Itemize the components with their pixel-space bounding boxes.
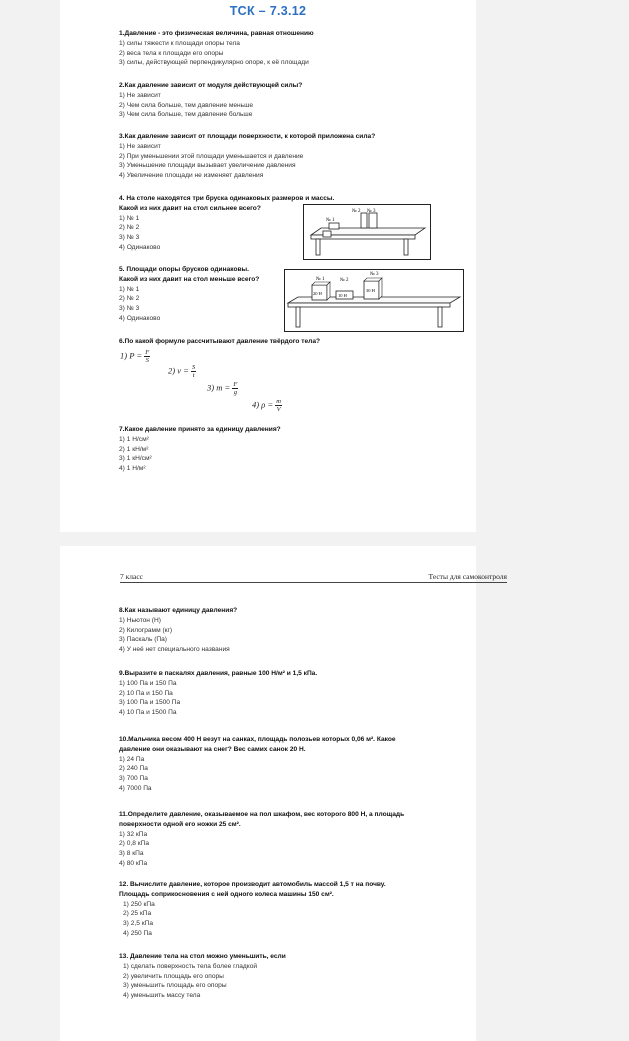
formula-numerator: F	[145, 349, 150, 356]
answer-option: 2) веса тела к площади его опоры	[119, 49, 224, 57]
answer-option: 3) 2,5 кПа	[123, 920, 153, 928]
page-title: ТСК – 7.3.12	[229, 4, 307, 18]
question-text: 5. Площади опоры брусков одинаковы.	[119, 266, 250, 273]
answer-option: 4) У неё нет специального названия	[119, 646, 230, 654]
worksheet-page-1	[60, 0, 476, 532]
formula-option-4	[252, 398, 282, 413]
question-text: давление они оказывают на снег? Вес самих санок 20 Н.	[119, 745, 306, 753]
question-text: 4. На столе находятся три бруска одинаковых размеров и массы.	[119, 195, 335, 202]
answer-option: 3) Чем сила больше, тем давление больше	[119, 111, 253, 119]
question-8	[119, 606, 237, 655]
question-11	[119, 810, 404, 869]
formula-numerator: F	[233, 381, 238, 388]
worksheet-page-2	[60, 546, 507, 1041]
formula-denominator: V	[276, 406, 281, 413]
question-text: 8.Как называют единицу давления?	[119, 607, 238, 614]
question-text: Площадь соприкосновения с ней одного колеса машины 150 см².	[119, 890, 334, 898]
question-3	[119, 132, 375, 181]
formula-denominator: g	[233, 389, 237, 396]
formula-option-1	[120, 349, 150, 364]
answer-option: 2) № 2	[119, 295, 140, 303]
answer-option: 1) сделать поверхность тела более гладкой	[123, 962, 258, 970]
answer-option: 4) 80 кПа	[119, 859, 148, 867]
figure-label: № 3	[370, 272, 379, 277]
answer-option: 2) При уменьшении этой площади уменьшается и давление	[119, 152, 304, 160]
three-blocks-figure	[303, 204, 431, 260]
running-header	[120, 572, 507, 583]
answer-option: 1) Не зависит	[119, 91, 161, 99]
answer-option: 4) 1 Н/м²	[119, 465, 146, 473]
answer-option: 3) 1 кН/см²	[119, 455, 152, 463]
question-10	[119, 735, 396, 794]
answer-option: 3) 100 Па и 1500 Па	[119, 699, 181, 707]
question-6	[119, 337, 320, 347]
question-text: 13. Давление тела на стол можно уменьшить, если	[119, 953, 286, 960]
answer-option: 3) Паскаль (Па)	[119, 636, 168, 644]
formula-prefix: 3) m =	[207, 382, 231, 393]
question-text: поверхности одной его ножки 25 см².	[119, 820, 241, 828]
answer-option: 3) Уменьшение площади вызывает увеличение давления	[119, 162, 296, 170]
answer-option: 3) № 3	[119, 234, 140, 242]
answer-option: 1) № 1	[119, 214, 140, 222]
question-text: 7.Какое давление принято за единицу давления?	[119, 426, 281, 433]
figure-label: № 2	[340, 278, 349, 283]
answer-option: 1) 100 Па и 150 Па	[119, 679, 177, 687]
answer-option: 2) увеличить площадь его опоры	[123, 972, 224, 980]
answer-option: 3) силы, действующей перпендикулярно опоре, к её площади	[119, 59, 309, 67]
answer-option: 3) № 3	[119, 305, 140, 313]
figure-label: № 2	[352, 209, 361, 214]
question-text: 2.Как давление зависит от модуля действующей силы?	[119, 82, 303, 89]
header-section: Тесты для самоконтроля	[428, 572, 507, 581]
question-text: 3.Как давление зависит от площади поверхности, к которой приложена сила?	[119, 133, 376, 140]
question-9	[119, 669, 317, 718]
question-2	[119, 81, 302, 120]
formula-option-3	[207, 381, 238, 396]
question-5	[119, 265, 259, 324]
formula-prefix: 1) P =	[120, 350, 143, 361]
figure-weight: 10 Н	[338, 293, 347, 298]
answer-option: 1) 24 Па	[119, 755, 145, 763]
question-7	[119, 425, 281, 474]
answer-option: 4) уменьшить массу тела	[123, 992, 201, 1000]
formula-denominator: S	[145, 357, 149, 364]
question-13	[119, 952, 286, 1001]
question-text: 12. Вычислите давление, которое производит автомобиль массой 1,5 т на почву.	[119, 881, 386, 888]
figure-label: № 3	[367, 209, 376, 214]
answer-option: 3) 700 Па	[119, 775, 148, 783]
answer-option: 2) 10 Па и 150 Па	[119, 689, 173, 697]
question-text: Какой из них давит на стол меньше всего?	[119, 275, 260, 283]
answer-option: 2) № 2	[119, 224, 140, 232]
answer-option: 1) Не зависит	[119, 142, 161, 150]
answer-option: 2) 240 Па	[119, 765, 148, 773]
formula-numerator: m	[276, 398, 281, 405]
figure-label: № 1	[316, 277, 325, 282]
question-text: 9.Выразите в паскалях давления, равные 100 Н/м² и 1,5 кПа.	[119, 670, 318, 677]
answer-option: 2) Чем сила больше, тем давление меньше	[119, 101, 254, 109]
answer-option: 1) 1 Н/см²	[119, 435, 149, 443]
answer-option: 2) 0,8 кПа	[119, 840, 149, 848]
formula-numerator: S	[191, 364, 196, 371]
answer-option: 1) № 1	[119, 285, 140, 293]
answer-option: 3) 8 кПа	[119, 850, 144, 858]
answer-option: 1) силы тяжести к площади опоры тела	[119, 39, 240, 47]
answer-option: 2) 1 кН/м²	[119, 445, 149, 453]
formula-option-2	[168, 364, 196, 379]
weighted-blocks-figure	[284, 269, 464, 332]
figure-label: № 1	[326, 218, 335, 223]
answer-option: 4) 7000 Па	[119, 784, 152, 792]
answer-option: 4) Одинаково	[119, 243, 161, 251]
answer-option: 4) 10 Па и 1500 Па	[119, 709, 177, 717]
answer-option: 4) Увеличение площади не изменяет давления	[119, 172, 264, 180]
figure-weight: 20 Н	[313, 291, 322, 296]
question-text: 1.Давление - это физическая величина, равная отношению	[119, 30, 314, 37]
answer-option: 4) Одинаково	[119, 314, 161, 322]
figure-weight: 30 Н	[366, 288, 375, 293]
formula-prefix: 2) v =	[168, 365, 189, 376]
answer-option: 2) Килограмм (кг)	[119, 626, 173, 634]
question-text: 10.Мальчика весом 400 Н везут на санках, площадь полозьев которых 0,06 м². Какое	[119, 736, 396, 743]
formula-denominator: t	[192, 372, 195, 379]
header-grade: 7 класс	[120, 572, 143, 581]
question-1	[119, 29, 314, 68]
answer-option: 1) 32 кПа	[119, 830, 148, 838]
answer-option: 4) 250 Па	[123, 929, 152, 937]
formula-prefix: 4) ρ =	[252, 399, 274, 410]
answer-option: 1) 250 кПа	[123, 900, 155, 908]
question-text: 6.По какой формуле рассчитывают давление твёрдого тела?	[119, 338, 321, 345]
question-text: 11.Определите давление, оказываемое на пол шкафом, вес которого 800 Н, а площадь	[119, 811, 405, 818]
question-text: Какой из них давит на стол сильнее всего?	[119, 204, 261, 212]
answer-option: 2) 25 кПа	[123, 910, 152, 918]
answer-option: 1) Ньютон (Н)	[119, 616, 161, 624]
answer-option: 3) уменьшить площадь его опоры	[123, 982, 227, 990]
question-12	[119, 880, 386, 939]
